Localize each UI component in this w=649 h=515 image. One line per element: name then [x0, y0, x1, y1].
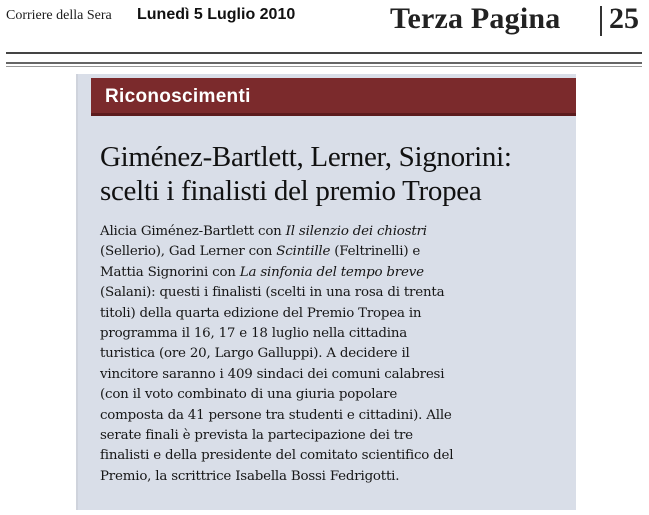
headline-line: Giménez-Bartlett, Lerner, Signorini: [100, 141, 512, 173]
body-line: serate finali è prevista la partecipazione dei tre [100, 428, 413, 444]
body-line: finalisti e della presidente del comitato scientifico del [100, 448, 454, 464]
body-line: composta da 41 persone tra studenti e cittadini). Alle [100, 407, 452, 423]
masthead-separator [600, 6, 602, 36]
section-title: Terza Pagina [390, 2, 561, 35]
kicker-label: Riconoscimenti [105, 86, 251, 107]
book-title: Scintille [276, 244, 331, 260]
newspaper-name: Corriere della Sera [6, 8, 112, 23]
body-line: (Salani): questi i finalisti (scelti in una rosa di trenta [100, 285, 445, 301]
kicker-bar-underline [91, 113, 576, 116]
header-rule-thin [6, 66, 642, 67]
page-number: 25 [609, 2, 639, 35]
body-line [100, 263, 576, 283]
body-line: turistica (ore 20, Largo Galluppi). A decidere il [100, 346, 410, 362]
body-line: titoli) della quarta edizione del Premio Tropea in [100, 305, 422, 321]
book-title: Il silenzio dei chiostri [285, 224, 427, 239]
header-rule-bottom [6, 62, 642, 64]
body-line: vincitore saranno i 409 sindaci dei comuni calabresi [100, 366, 445, 382]
body-line [100, 222, 576, 242]
body-text-run: (Sellerio), Gad Lerner con [100, 244, 277, 260]
body-line: Premio, la scrittrice Isabella Bossi Fedrigotti. [100, 468, 400, 484]
body-text-run: (Feltrinelli) e [330, 244, 421, 260]
masthead [0, 0, 649, 50]
issue-date: Lunedì 5 Luglio 2010 [137, 6, 296, 23]
book-title: La sinfonia del tempo breve [239, 264, 424, 280]
article-headline [100, 140, 570, 208]
article-body [100, 222, 576, 487]
kicker-bar [91, 78, 576, 116]
body-line: (con il voto combinato di una giuria popolare [100, 387, 398, 403]
header-rule-top [6, 52, 642, 54]
body-text-run: Alicia Giménez-Bartlett con [100, 224, 286, 239]
body-text-run: Mattia Signorini con [100, 264, 240, 280]
body-line: programma il 16, 17 e 18 luglio nella cittadina [100, 326, 408, 342]
headline-line: scelti i finalisti del premio Tropea [100, 175, 482, 207]
article-clipping [76, 74, 576, 510]
body-line [100, 242, 576, 262]
